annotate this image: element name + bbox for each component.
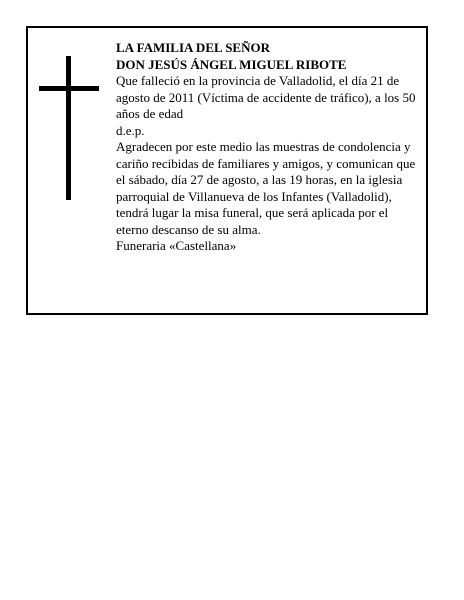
notice-heading-deceased-name: DON JESÚS ÁNGEL MIGUEL RIBOTE xyxy=(116,56,347,72)
death-statement: Que falleció en la provincia de Valladolid, el día 21 de agosto de 2011 (Víctima de accidente de tráfico), a los 50 años de edad xyxy=(116,73,416,121)
notice-heading-family: LA FAMILIA DEL SEÑOR xyxy=(116,40,270,55)
cross-horizontal-bar xyxy=(39,86,99,91)
cross-vertical-bar xyxy=(66,56,71,200)
obituary-notice xyxy=(26,26,428,315)
dep-line: d.e.p. xyxy=(116,122,145,138)
cross-icon xyxy=(39,56,99,200)
funeral-home-name: Funeraria «Castellana» xyxy=(116,238,237,253)
acknowledgement-paragraph: Agradecen por este medio las muestras de condolencia y cariño recibidas de familiares y amigos, y comunican que el sábado, día 27 de agosto, a las 19 horas, en la iglesia parroquial de Villanueva de los Infantes (Valladolid), tendrá lugar la misa funeral, que será aplicada por el eterno descanso de su alma. xyxy=(116,139,416,237)
notice-text-block xyxy=(116,40,421,255)
